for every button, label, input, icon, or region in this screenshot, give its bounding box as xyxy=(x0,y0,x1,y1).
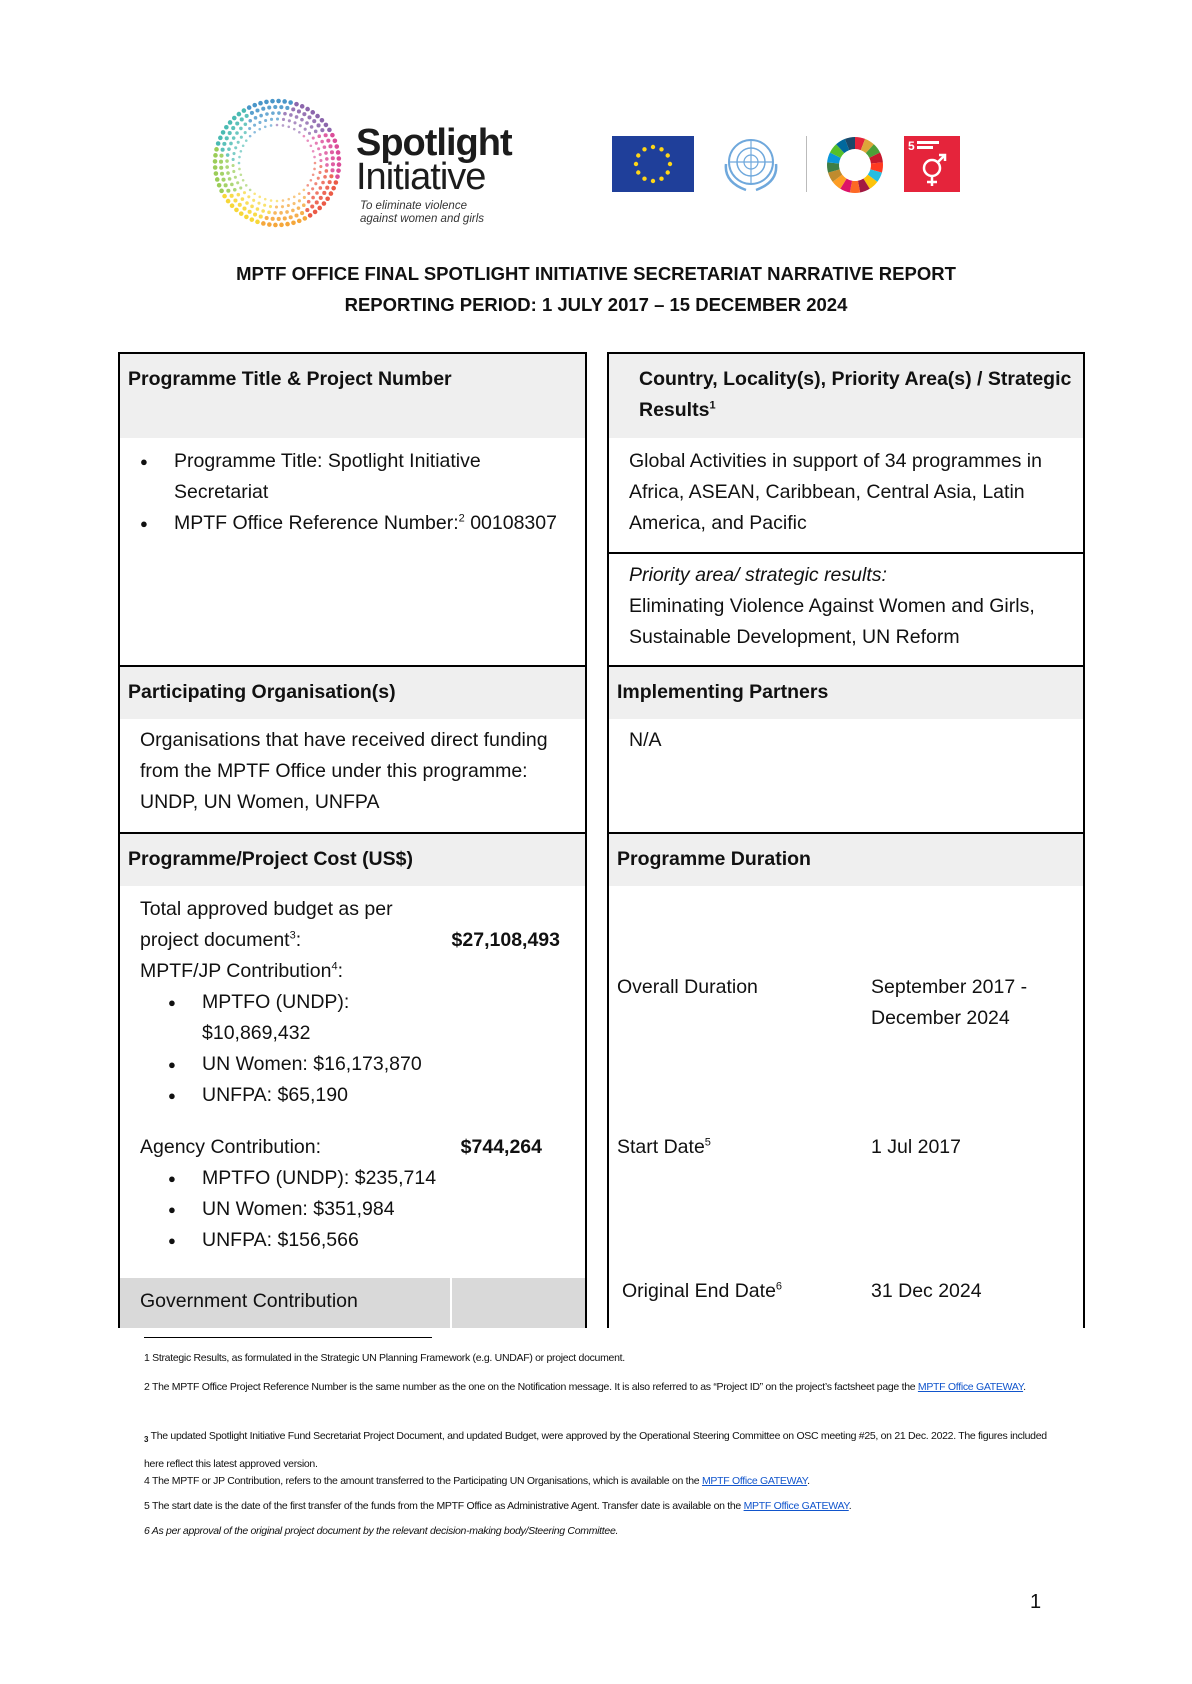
government-contribution-label: Government Contribution xyxy=(140,1290,358,1312)
programme-title-item: ● Programme Title: Spotlight Initiative Secretariat xyxy=(138,446,558,508)
sdg-wheel-icon xyxy=(826,136,884,194)
mptf-unfpa-item: ● UNFPA: $65,190 xyxy=(140,1080,440,1111)
spotlight-dot-wheel-icon xyxy=(212,98,342,228)
end-date-value: 31 Dec 2024 xyxy=(871,1280,982,1302)
footnote-1: 1 Strategic Results, as formulated in the Strategic UN Planning Framework (e.g. UNDAF) or project document. xyxy=(144,1352,625,1364)
mptf-unwomen-item: ● UN Women: $16,173,870 xyxy=(140,1049,440,1080)
programme-title-header: Programme Title & Project Number xyxy=(120,354,585,438)
eu-flag-icon xyxy=(612,136,694,192)
mptf-gateway-link[interactable]: MPTF Office GATEWAY xyxy=(917,1381,1024,1393)
programme-title-cell xyxy=(138,446,558,539)
footnote-ref-1: 1 xyxy=(709,399,716,412)
footnote-3: $_3$ The updated Spotlight Initiative Fund Secretariat Project Document, and updated Budget, were approved by the Operational Steering Committee on OSC meeting #25, on 21 Dec. 2022. The figures included here reflect this latest approved version. xyxy=(144,1430,1047,1471)
tagline-line-1: To eliminate violence xyxy=(360,200,467,212)
priority-area-label: Priority area/ strategic results: xyxy=(629,564,887,586)
mptf-gateway-link[interactable]: MPTF Office GATEWAY xyxy=(743,1500,849,1512)
reporting-period: REPORTING PERIOD: 1 JULY 2017 – 15 DECEMBER 2024 xyxy=(344,294,848,315)
report-title: MPTF OFFICE FINAL SPOTLIGHT INITIATIVE SECRETARIAT NARRATIVE REPORT xyxy=(236,263,956,284)
footnote-3-number: 3 xyxy=(144,1435,149,1445)
project-cost-header: Programme/Project Cost (US$) xyxy=(120,834,585,886)
spotlight-logo-word: Spotlight xyxy=(356,122,512,164)
logo-separator xyxy=(806,136,807,192)
overall-duration-value: September 2017 - December 2024 xyxy=(871,976,1028,1029)
agency-contribution-value: $744,264 xyxy=(460,1136,542,1158)
footnote-ref-5: 5 xyxy=(704,1136,711,1149)
svg-text:5: 5 xyxy=(908,139,915,153)
programme-info-table xyxy=(118,352,587,1328)
reference-number-label: MPTF Office Reference Number: xyxy=(174,512,459,534)
initiative-logo-word: Initiative xyxy=(356,156,486,198)
start-date-value: 1 Jul 2017 xyxy=(871,1136,961,1158)
agency-unwomen-item: ● UN Women: $351,984 xyxy=(140,1194,500,1225)
mptf-contribution-label: MPTF/JP Contribution$^4$: xyxy=(140,960,344,982)
implementing-partners-header: Implementing Partners xyxy=(609,667,1083,719)
footnote-ref-3: 3 xyxy=(289,929,296,942)
agency-contribution-label: Agency Contribution: xyxy=(140,1136,322,1158)
footnote-separator xyxy=(144,1337,432,1338)
country-duration-table xyxy=(607,352,1085,1328)
reference-number-value: 00108307 xyxy=(470,512,557,534)
implementing-partners-text: N/A xyxy=(629,729,662,751)
mptf-gateway-link[interactable]: MPTF Office GATEWAY xyxy=(701,1475,808,1487)
start-date-label: Start Date$^5$ xyxy=(617,1136,711,1158)
end-date-label: Original End Date$^6$ xyxy=(622,1280,783,1302)
agency-unfpa-item: ● UNFPA: $156,566 xyxy=(140,1225,500,1256)
footnote-ref-6: 6 xyxy=(775,1280,783,1293)
agency-contribution-list xyxy=(140,1163,500,1256)
overall-duration-label: Overall Duration xyxy=(617,976,758,998)
agency-undp-item: ● MPTFO (UNDP): $235,714 xyxy=(140,1163,500,1194)
sdg-goal-5-icon xyxy=(904,136,960,192)
total-budget-label: Total approved budget as per project document$^3$: xyxy=(140,898,393,951)
spotlight-tagline xyxy=(360,200,510,226)
participating-orgs-text: Organisations that have received direct funding from the MPTF Office under this programme: UNDP, UN Women, UNFPA xyxy=(140,729,548,813)
un-emblem-icon xyxy=(716,134,786,194)
priority-area-text: Eliminating Violence Against Women and Girls, Sustainable Development, UN Reform xyxy=(629,595,1035,648)
mptf-contribution-list xyxy=(140,987,440,1111)
participating-orgs-header: Participating Organisation(s) xyxy=(120,667,585,719)
total-budget-value: $27,108,493 xyxy=(451,929,560,951)
footnote-6: 6 As per approval of the original project document by the relevant decision-making body/Steering Committee. xyxy=(144,1525,619,1537)
footnote-ref-2: 2 xyxy=(458,512,465,525)
mptf-undp-item: ● MPTFO (UNDP): $10,869,432 xyxy=(140,987,440,1049)
footnote-2: 2 The MPTF Office Project Reference Number is the same number as the one on the Notification message. It is also referred to as “Project ID” on the project’s factsheet page the MPTF Office GATEWAY. xyxy=(144,1381,1026,1393)
programme-duration-header: Programme Duration xyxy=(609,834,1083,886)
tagline-line-2: against women and girls xyxy=(360,213,485,225)
country-text: Global Activities in support of 34 programmes in Africa, ASEAN, Caribbean, Central Asia, Latin America, and Pacific xyxy=(629,450,1042,534)
row-divider xyxy=(609,552,1083,554)
reference-number-item xyxy=(138,508,558,539)
country-priority-header: Country, Locality(s), Priority Area(s) / Strategic Results$^1$ xyxy=(609,354,1083,438)
government-label-cell xyxy=(120,1278,450,1328)
government-value-cell xyxy=(452,1278,585,1328)
footnote-4: 4 The MPTF or JP Contribution, refers to the amount transferred to the Participating UN Organisations, which is available on the MPTF Office GATEWAY. xyxy=(144,1475,810,1487)
page-number: 1 xyxy=(1030,1591,1042,1613)
footnote-ref-4: 4 xyxy=(331,960,338,973)
footnote-5: 5 The start date is the date of the first transfer of the funds from the MPTF Office as Administrative Agent. Transfer date is available on the MPTF Office GATEWAY. xyxy=(144,1500,852,1512)
